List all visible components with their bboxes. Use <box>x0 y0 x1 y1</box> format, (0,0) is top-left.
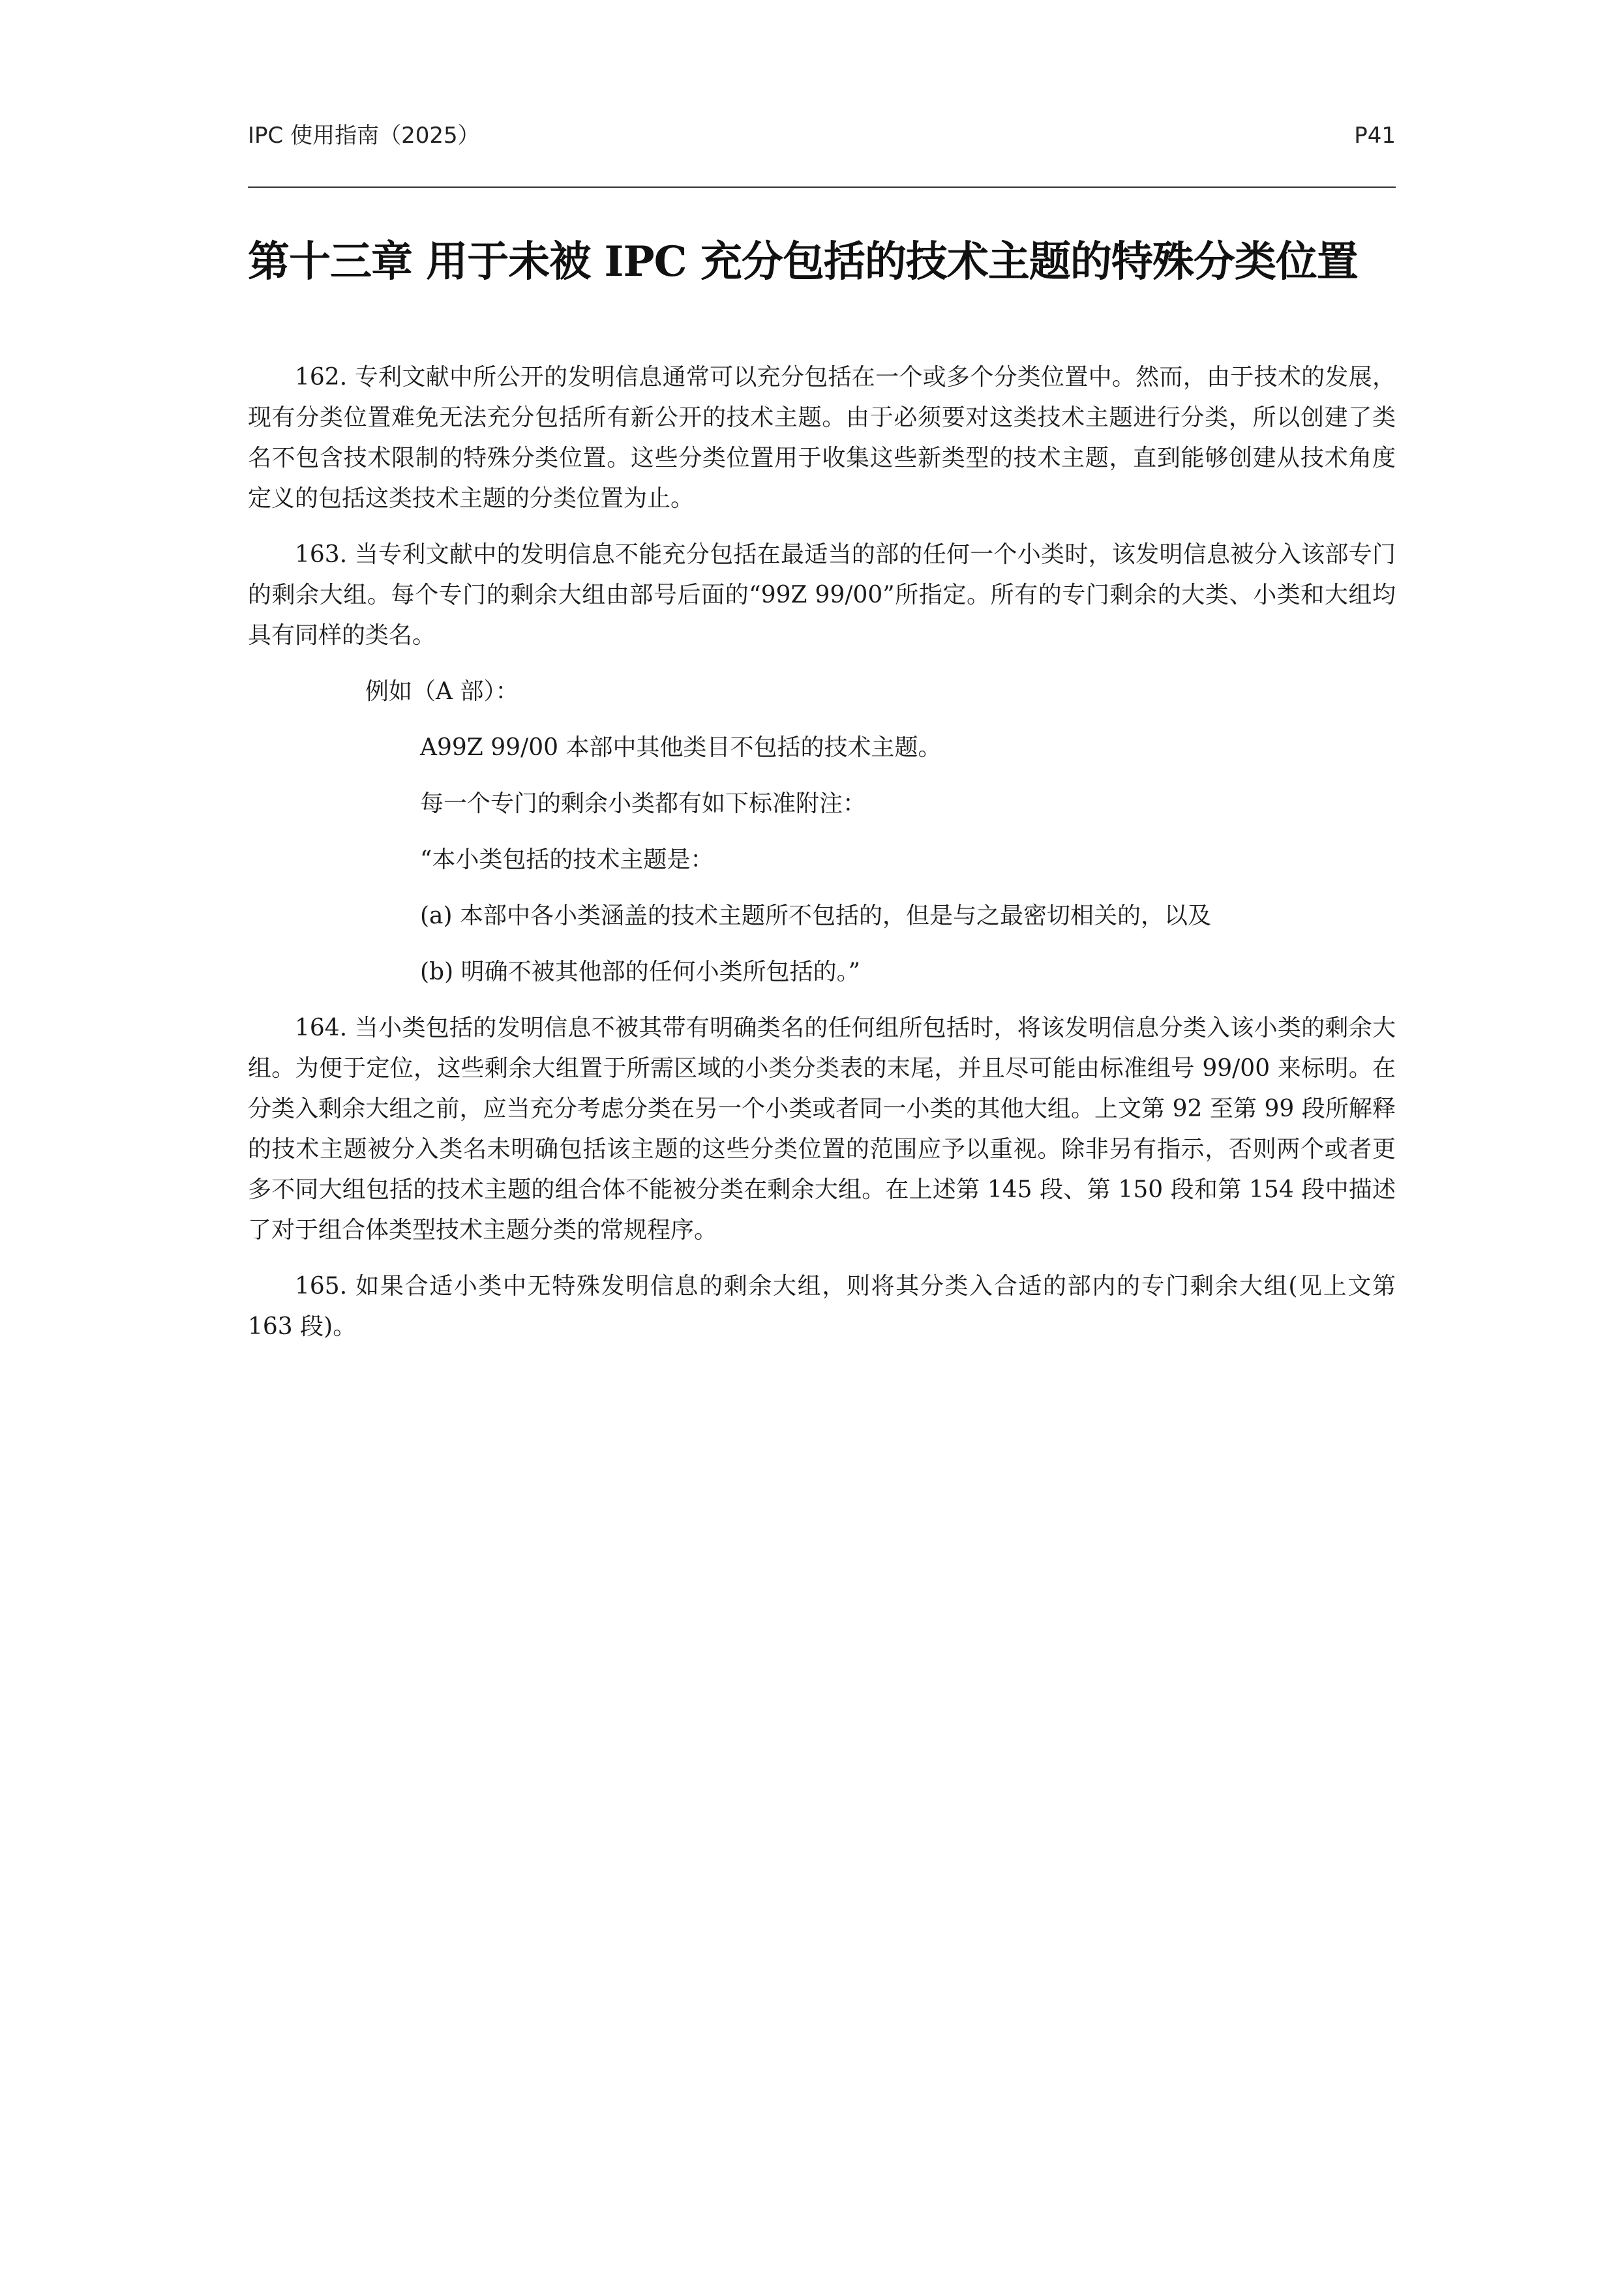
paragraph-164: 164. 当小类包括的发明信息不被其带有明确类名的任何组所包括时，将该发明信息分类入该小类的剩余大组。为便于定位，这些剩余大组置于所需区域的小类分类表的末尾，并且尽可能由标准组号 99/00 来标明。在分类入剩余大组之前，应当充分考虑分类在另一个小类或者同一小类的其他大组。上文第 92 至第 99 段所解释的技术主题被分入类名未明确包括该主题的这些分类位置的范围应予以重视。除非另有指示，否则两个或者更多不同大组包括的技术主题的组合体不能被分类在剩余大组。在上述第 145 段、第 150 段和第 154 段中描述了对于组合体类型技术主题分类的常规程序。 <box>248 1015 1396 1244</box>
paragraph-162: 162. 专利文献中所公开的发明信息通常可以充分包括在一个或多个分类位置中。然而，由于技术的发展，现有分类位置难免无法充分包括所有新公开的技术主题。由于必须要对这类技术主题进行分类，所以创建了类名不包含技术限制的特殊分类位置。这些分类位置用于收集这些新类型的技术主题，直到能够创建从技术角度定义的包括这类技术主题的分类位置为止。 <box>248 364 1396 512</box>
document-page <box>248 0 1396 2296</box>
header-divider <box>248 186 1396 188</box>
page-header <box>248 116 1396 155</box>
example-item-b: (b) 明确不被其他部的任何小类所包括的。” <box>420 959 860 985</box>
chapter-title: 第十三章 用于未被 IPC 充分包括的技术主题的特殊分类位置 <box>248 237 1358 286</box>
body-text <box>248 357 1396 1363</box>
page-number: P41 <box>1354 123 1396 149</box>
paragraph-165: 165. 如果合适小类中无特殊发明信息的剩余大组，则将其分类入合适的部内的专门剩余大组(见上文第 163 段)。 <box>248 1273 1396 1340</box>
header-title: IPC 使用指南（2025） <box>248 123 480 149</box>
paragraph-163: 163. 当专利文献中的发明信息不能充分包括在最适当的部的任何一个小类时，该发明信息被分入该部专门的剩余大组。每个专门的剩余大组由部号后面的“99Z 99/00”所指定。所有的专门剩余的大类、小类和大组均具有同样的类名。 <box>248 541 1396 649</box>
example-code-line: A99Z 99/00 本部中其他类目不包括的技术主题。 <box>420 734 942 761</box>
example-quote-open: “本小类包括的技术主题是： <box>420 846 714 873</box>
example-lead: 例如（A 部）： <box>365 678 519 705</box>
example-item-a: (a) 本部中各小类涵盖的技术主题所不包括的，但是与之最密切相关的，以及 <box>420 902 1211 929</box>
example-note-intro: 每一个专门的剩余小类都有如下标准附注： <box>420 790 867 817</box>
